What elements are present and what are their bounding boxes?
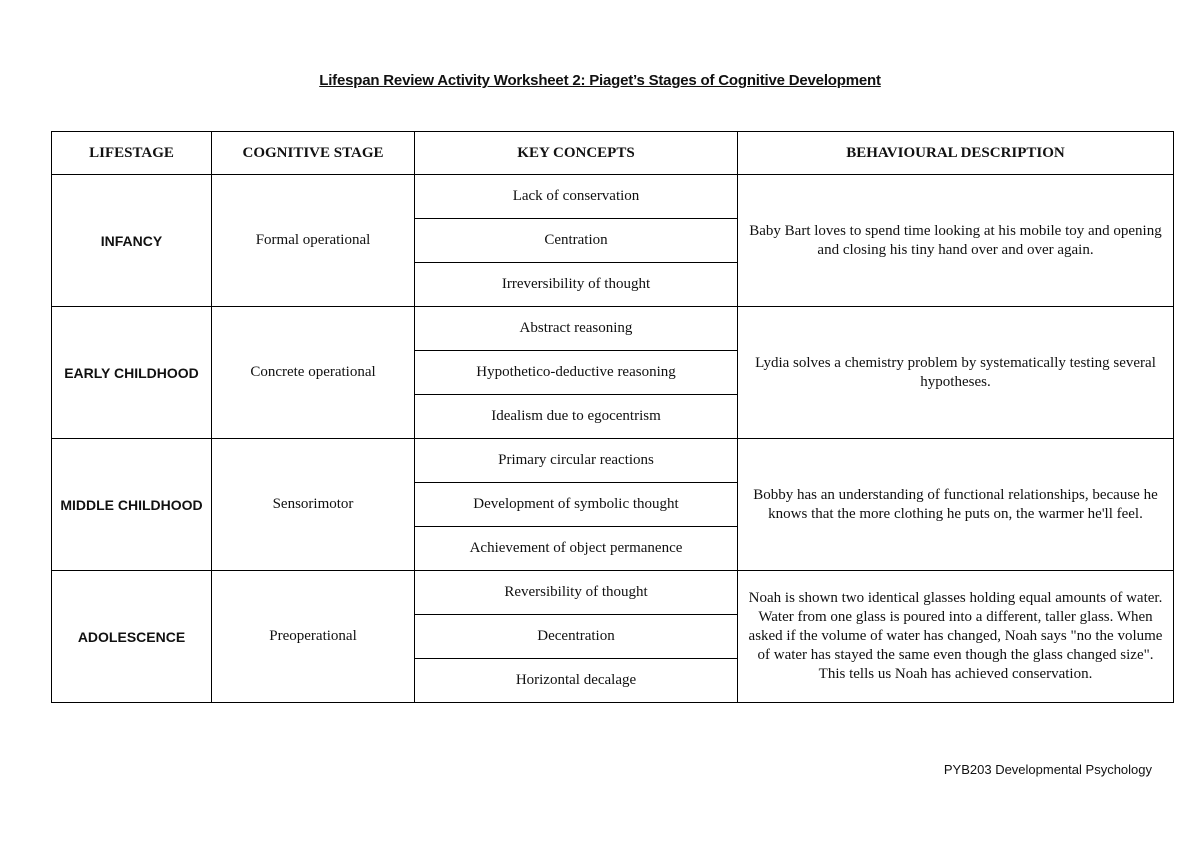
behavioural-description-cell: Baby Bart loves to spend time looking at his mobile toy and opening and closing his tiny hand over and over again. [738,175,1174,307]
cognitive-stage-cell: Preoperational [212,571,415,703]
key-concept-cell: Reversibility of thought [415,571,738,615]
key-concept-cell: Hypothetico-deductive reasoning [415,351,738,395]
cognitive-stage-cell: Formal operational [212,175,415,307]
cognitive-stage-cell: Concrete operational [212,307,415,439]
behavioural-description-cell: Lydia solves a chemistry problem by systematically testing several hypotheses. [738,307,1174,439]
lifestage-cell: INFANCY [52,175,212,307]
lifestage-cell: ADOLESCENCE [52,571,212,703]
key-concept-cell: Decentration [415,615,738,659]
header-key-concepts: KEY CONCEPTS [415,132,738,175]
header-lifestage: LIFESTAGE [52,132,212,175]
table-row [52,307,1174,351]
header-row [52,132,1174,175]
worksheet-title: Lifespan Review Activity Worksheet 2: Piaget’s Stages of Cognitive Development [319,72,881,89]
key-concept-cell: Centration [415,219,738,263]
cognitive-stage-cell: Sensorimotor [212,439,415,571]
table-row [52,571,1174,615]
key-concept-cell: Horizontal decalage [415,659,738,703]
behavioural-description-cell: Noah is shown two identical glasses holding equal amounts of water. Water from one glass is poured into a different, taller glass. When asked if the volume of water has changed, Noah says "no the volume of water has stayed the same even though the glass changed size". This tells us Noah has achieved conservation. [738,571,1174,703]
lifestage-cell: MIDDLE CHILDHOOD [52,439,212,571]
key-concept-cell: Abstract reasoning [415,307,738,351]
key-concept-cell: Achievement of object permanence [415,527,738,571]
header-cognitive-stage: COGNITIVE STAGE [212,132,415,175]
table-row [52,175,1174,219]
key-concept-cell: Lack of conservation [415,175,738,219]
key-concept-cell: Idealism due to egocentrism [415,395,738,439]
footer-course-label: PYB203 Developmental Psychology [943,762,1152,777]
worksheet-table [51,131,1174,703]
key-concept-cell: Irreversibility of thought [415,263,738,307]
key-concept-cell: Development of symbolic thought [415,483,738,527]
header-behavioural-description: BEHAVIOURAL DESCRIPTION [738,132,1174,175]
behavioural-description-cell: Bobby has an understanding of functional relationships, because he knows that the more clothing he puts on, the warmer he'll feel. [738,439,1174,571]
table-row [52,439,1174,483]
lifestage-cell: EARLY CHILDHOOD [52,307,212,439]
key-concept-cell: Primary circular reactions [415,439,738,483]
